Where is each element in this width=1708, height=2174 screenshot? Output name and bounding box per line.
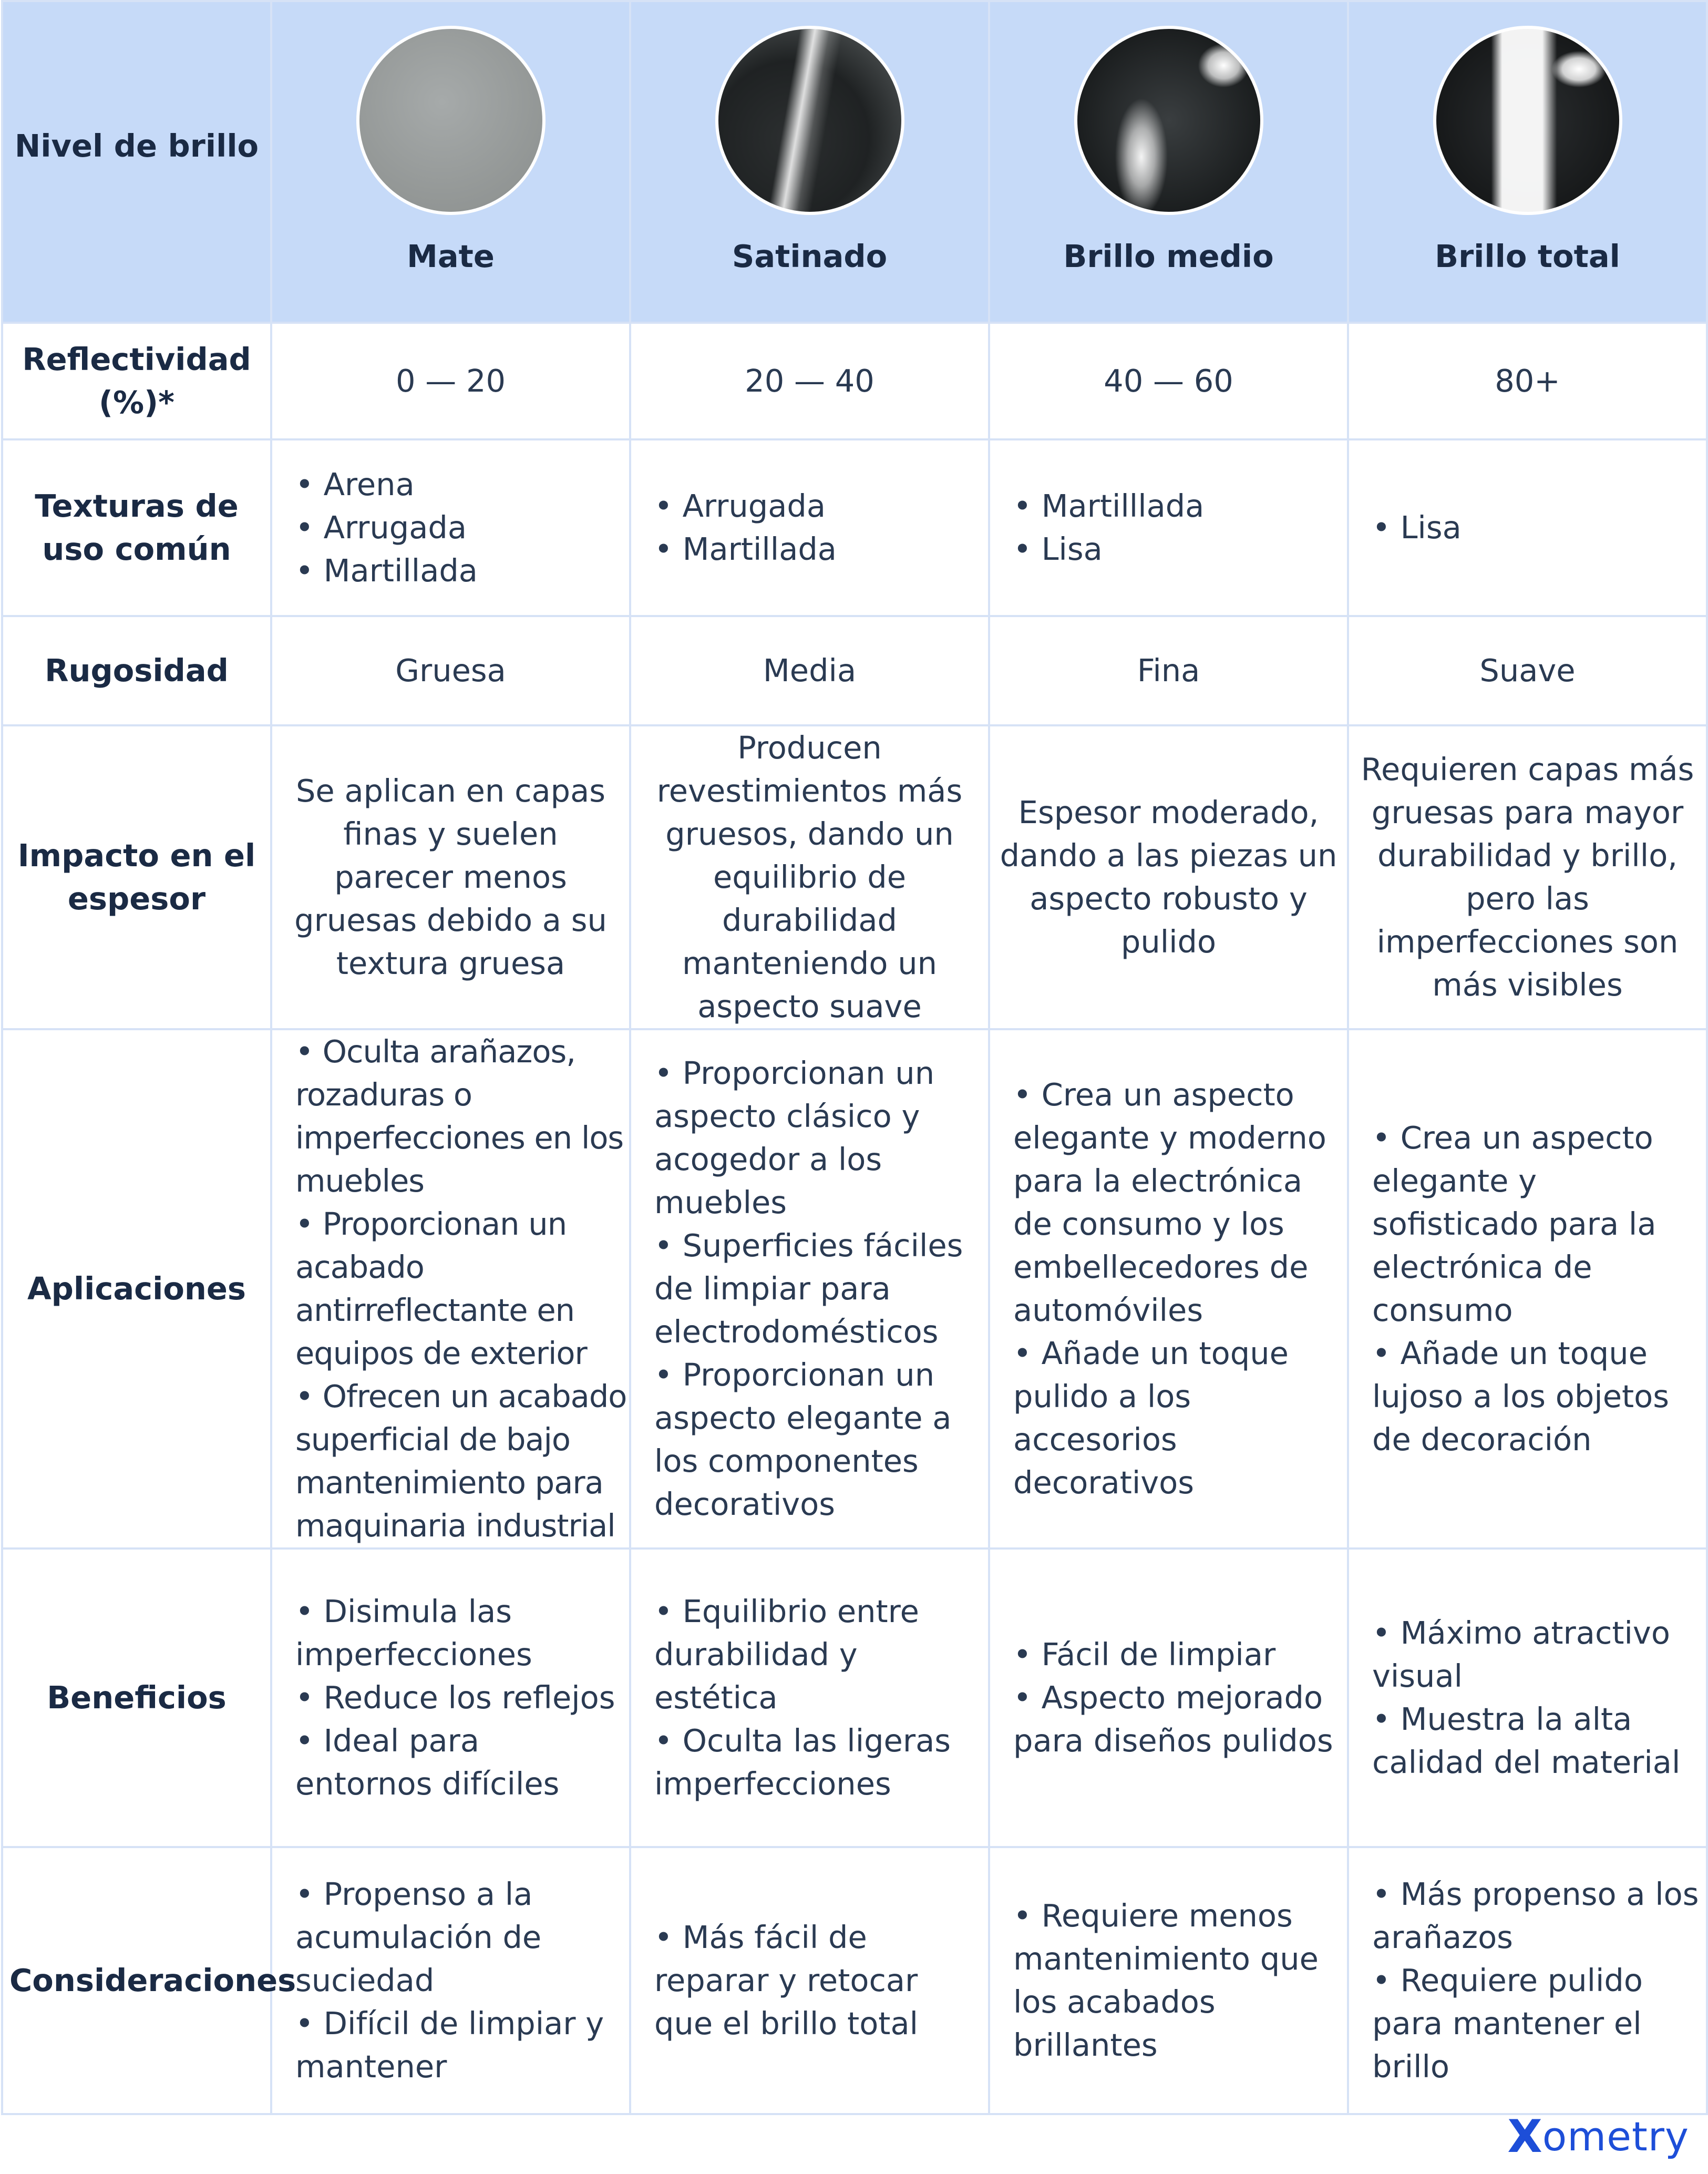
benefits-cell — [271, 1549, 630, 1847]
thickness-impact-value: Espesor moderado, dando a las piezas un aspecto robusto y pulido — [989, 725, 1348, 1029]
list-item: • Martilllada — [1013, 485, 1342, 528]
list-item: • Más propenso a los arañazos — [1372, 1873, 1701, 1959]
list-item: • Crea un aspecto elegante y moderno para la electrónica de consumo y los embellecedores de automóviles — [1013, 1073, 1342, 1332]
level-medium-gloss — [989, 1, 1348, 323]
list-item: • Muestra la alta calidad del material — [1372, 1698, 1701, 1784]
bullet-list — [1013, 1073, 1342, 1504]
list-item: • Requiere pulido para mantener el brillo — [1372, 1959, 1701, 2088]
list-item: • Oculta arañazos, rozaduras o imperfecciones en los muebles — [295, 1030, 627, 1203]
reflectivity-row — [2, 323, 1707, 439]
applications-cell — [271, 1029, 630, 1549]
benefits-row — [2, 1549, 1707, 1847]
roughness-label: Rugosidad — [2, 616, 271, 725]
list-item: • Lisa — [1013, 528, 1342, 571]
applications-cell — [989, 1029, 1348, 1549]
textures-cell — [989, 439, 1348, 616]
bullet-list — [295, 1873, 624, 2088]
full-gloss-finish-swatch — [1433, 26, 1622, 215]
list-item: • Difícil de limpiar y mantener — [295, 2002, 624, 2088]
list-item: • Máximo atractivo visual — [1372, 1612, 1701, 1698]
list-item: • Arena — [295, 463, 624, 506]
reflectivity-value: 0 — 20 — [271, 323, 630, 439]
reflectivity-value: 20 — 40 — [630, 323, 989, 439]
list-item: • Aspecto mejorado para diseños pulidos — [1013, 1676, 1342, 1762]
level-mate — [271, 1, 630, 323]
textures-cell — [1348, 439, 1707, 616]
list-item: • Oculta las ligeras imperfecciones — [654, 1719, 983, 1806]
list-item: • Martillada — [654, 528, 983, 571]
thickness-impact-value: Requieren capas más gruesas para mayor durabilidad y brillo, pero las imperfecciones son más visibles — [1348, 725, 1707, 1029]
list-item: • Equilibrio entre durabilidad y estética — [654, 1590, 983, 1719]
matte-finish-swatch — [356, 26, 546, 215]
satin-finish-swatch — [715, 26, 904, 215]
textures-label: Texturas de uso común — [2, 439, 271, 616]
benefits-label: Beneficios — [2, 1549, 271, 1847]
list-item: • Proporcionan un acabado antirreflectante en equipos de exterior — [295, 1203, 627, 1375]
bullet-list — [654, 1590, 983, 1806]
considerations-cell — [630, 1847, 989, 2114]
list-item: • Superficies fáciles de limpiar para electrodomésticos — [654, 1224, 983, 1353]
list-item: • Disimula las imperfecciones — [295, 1590, 624, 1676]
list-item: • Fácil de limpiar — [1013, 1633, 1342, 1676]
bullet-list — [654, 485, 983, 571]
level-name-medium-gloss: Brillo medio — [1063, 238, 1274, 274]
list-item: • Crea un aspecto elegante y sofisticado para la electrónica de consumo — [1372, 1116, 1701, 1332]
reflectivity-label: Reflectividad (%)* — [2, 323, 271, 439]
bullet-list — [1372, 1873, 1701, 2088]
list-item: • Arrugada — [295, 506, 624, 549]
level-name-satin: Satinado — [732, 238, 888, 274]
textures-cell — [271, 439, 630, 616]
header-label: Nivel de brillo — [2, 1, 271, 323]
bullet-list — [1372, 1612, 1701, 1784]
textures-cell — [630, 439, 989, 616]
list-item: • Propenso a la acumulación de suciedad — [295, 1873, 624, 2002]
gloss-level-table — [1, 0, 1708, 2115]
bullet-list — [654, 1052, 983, 1526]
bullet-list — [295, 1030, 627, 1547]
list-item: • Proporcionan un aspecto clásico y acogedor a los muebles — [654, 1052, 983, 1224]
header-row — [2, 1, 1707, 323]
thickness-impact-value: Se aplican en capas finas y suelen parecer menos gruesas debido a su textura gruesa — [271, 725, 630, 1029]
thickness-impact-label: Impacto en el espesor — [2, 725, 271, 1029]
level-name-full-gloss: Brillo total — [1435, 238, 1620, 274]
bullet-list — [295, 1590, 624, 1806]
list-item: • Requiere menos mantenimiento que los acabados brillantes — [1013, 1894, 1342, 2067]
considerations-label: Consideraciones — [2, 1847, 271, 2114]
considerations-cell — [989, 1847, 1348, 2114]
brand-wordmark: ometry — [1542, 2113, 1689, 2160]
list-item: • Reduce los reflejos — [295, 1676, 624, 1719]
list-item: • Martillada — [295, 549, 624, 592]
xometry-logo — [1507, 2110, 1689, 2163]
list-item: • Arrugada — [654, 485, 983, 528]
roughness-value: Suave — [1348, 616, 1707, 725]
list-item: • Ofrecen un acabado superficial de bajo mantenimiento para maquinaria industrial — [295, 1375, 627, 1547]
level-satin — [630, 1, 989, 323]
roughness-row — [2, 616, 1707, 725]
roughness-value: Fina — [989, 616, 1348, 725]
thickness-impact-row — [2, 725, 1707, 1029]
benefits-cell — [1348, 1549, 1707, 1847]
list-item: • Añade un toque pulido a los accesorios decorativos — [1013, 1332, 1342, 1504]
benefits-cell — [630, 1549, 989, 1847]
considerations-row — [2, 1847, 1707, 2114]
reflectivity-value: 40 — 60 — [989, 323, 1348, 439]
roughness-value: Media — [630, 616, 989, 725]
list-item: • Añade un toque lujoso a los objetos de decoración — [1372, 1332, 1701, 1461]
bullet-list — [1013, 1633, 1342, 1762]
list-item: • Lisa — [1372, 506, 1701, 549]
reflectivity-value: 80+ — [1348, 323, 1707, 439]
considerations-cell — [1348, 1847, 1707, 2114]
brand-mark: X — [1507, 2110, 1542, 2163]
bullet-list — [295, 463, 624, 592]
applications-cell — [630, 1029, 989, 1549]
bullet-list — [1372, 506, 1701, 549]
list-item: • Ideal para entornos difíciles — [295, 1719, 624, 1806]
applications-row — [2, 1029, 1707, 1549]
applications-label: Aplicaciones — [2, 1029, 271, 1549]
level-full-gloss — [1348, 1, 1707, 323]
considerations-cell — [271, 1847, 630, 2114]
bullet-list — [654, 1916, 983, 2045]
benefits-cell — [989, 1549, 1348, 1847]
bullet-list — [1013, 485, 1342, 571]
bullet-list — [1372, 1116, 1701, 1461]
thickness-impact-value: Producen revestimientos más gruesos, dando un equilibrio de durabilidad manteniendo un aspecto suave — [630, 725, 989, 1029]
textures-row — [2, 439, 1707, 616]
list-item: • Más fácil de reparar y retocar que el brillo total — [654, 1916, 983, 2045]
medium-gloss-finish-swatch — [1074, 26, 1263, 215]
list-item: • Proporcionan un aspecto elegante a los componentes decorativos — [654, 1353, 983, 1526]
bullet-list — [1013, 1894, 1342, 2067]
roughness-value: Gruesa — [271, 616, 630, 725]
level-name-mate: Mate — [407, 238, 495, 274]
applications-cell — [1348, 1029, 1707, 1549]
